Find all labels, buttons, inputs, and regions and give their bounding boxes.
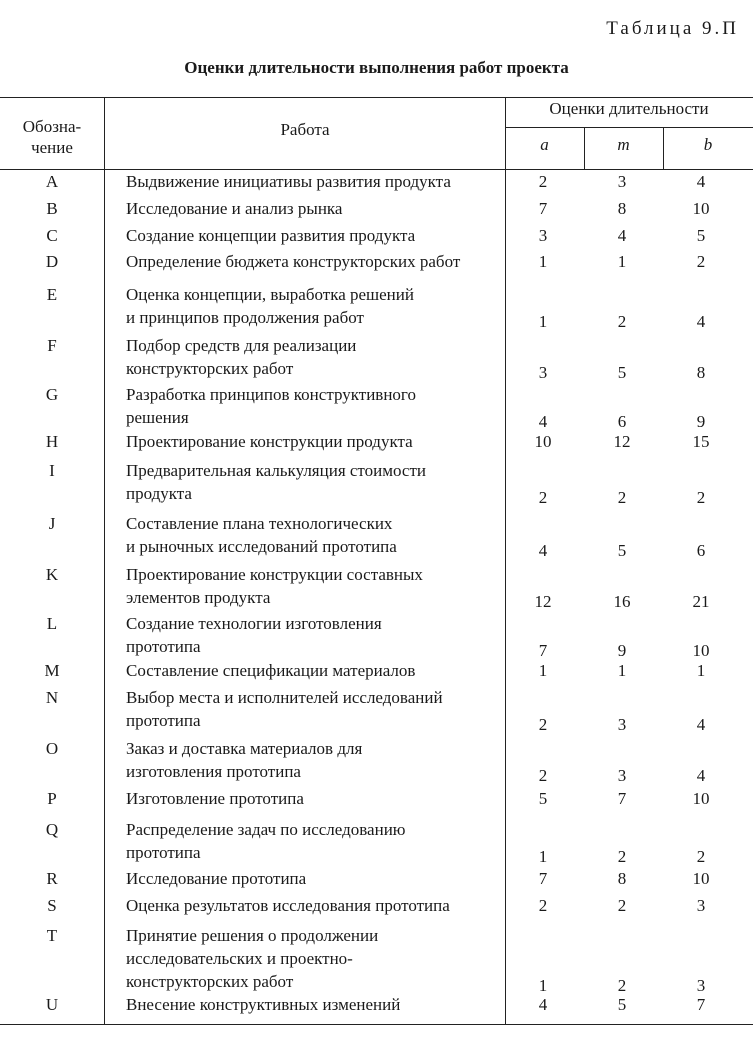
- row-value-b: 4: [696, 766, 706, 785]
- row-work-line: Исследование и анализ рынка: [126, 199, 343, 218]
- row-code: L: [46, 614, 58, 633]
- row-value-a: 3: [538, 226, 548, 245]
- row-work-line: изготовления прототипа: [126, 762, 301, 781]
- row-value-a: 7: [538, 199, 548, 218]
- row-work: [126, 867, 506, 890]
- row-value-b: 7: [696, 995, 706, 1014]
- row-code: C: [46, 226, 58, 245]
- row-work-line: Предварительная калькуляция стоимости: [126, 461, 426, 480]
- header-code-line1: Обозна-: [22, 117, 82, 136]
- row-value-m: 3: [617, 715, 627, 734]
- row-work-line: прототипа: [126, 843, 201, 862]
- row-value-m: 2: [617, 976, 627, 995]
- row-value-a: 1: [538, 976, 548, 995]
- row-code: A: [45, 172, 59, 191]
- row-value-m: 9: [617, 641, 627, 660]
- row-code: U: [45, 995, 59, 1014]
- row-value-a: 4: [538, 995, 548, 1014]
- row-work-line: Принятие решения о продолжении: [126, 926, 379, 945]
- row-work: [126, 787, 506, 810]
- row-value-b: 21: [692, 592, 710, 611]
- row-work-line: конструкторских работ: [126, 359, 294, 378]
- row-value-m: 2: [617, 896, 627, 915]
- column-rule-code: [104, 97, 105, 1024]
- header-m: m: [617, 135, 630, 154]
- row-work: [126, 894, 506, 917]
- row-value-a: 5: [538, 789, 548, 808]
- row-work: [126, 612, 506, 658]
- row-value-a: 2: [538, 488, 548, 507]
- row-code: F: [47, 336, 57, 355]
- row-code: R: [46, 869, 58, 888]
- row-work: [126, 818, 506, 864]
- row-value-m: 5: [617, 541, 627, 560]
- row-value-b: 2: [696, 847, 706, 866]
- row-code: Q: [45, 820, 59, 839]
- row-work-line: Проектирование конструкции составных: [126, 565, 423, 584]
- row-work: [126, 686, 506, 732]
- row-value-b: 10: [692, 789, 710, 808]
- header-a: a: [540, 135, 549, 154]
- row-code: B: [46, 199, 58, 218]
- row-work-line: Составление спецификации материалов: [126, 661, 416, 680]
- row-value-m: 16: [613, 592, 631, 611]
- row-value-a: 2: [538, 715, 548, 734]
- row-work: [126, 512, 506, 558]
- table-bottom-rule: [0, 1024, 753, 1025]
- row-value-a: 3: [538, 363, 548, 382]
- row-value-b: 10: [692, 199, 710, 218]
- header-estimates: Оценки длительности: [549, 99, 709, 118]
- row-value-a: 1: [538, 312, 548, 331]
- row-work: [126, 924, 506, 993]
- row-code: O: [45, 739, 59, 758]
- row-work: [126, 170, 506, 193]
- row-work: [126, 659, 506, 682]
- row-value-b: 15: [692, 432, 710, 451]
- table-number: Таблица 9.П: [606, 18, 739, 39]
- row-value-b: 4: [696, 172, 706, 191]
- row-work-line: и рыночных исследований прототипа: [126, 537, 397, 556]
- row-value-a: 7: [538, 641, 548, 660]
- row-work-line: прототипа: [126, 637, 201, 656]
- header-work: Работа: [280, 120, 330, 139]
- row-work-line: Оценка концепции, выработка решений: [126, 285, 414, 304]
- row-value-m: 3: [617, 172, 627, 191]
- row-code: T: [46, 926, 58, 945]
- row-work-line: Выбор места и исполнителей исследований: [126, 688, 443, 707]
- row-work-line: прототипа: [126, 711, 201, 730]
- row-work-line: Распределение задач по исследованию: [126, 820, 406, 839]
- row-code: K: [45, 565, 59, 584]
- row-value-m: 5: [617, 995, 627, 1014]
- row-work-line: Изготовление прототипа: [126, 789, 304, 808]
- row-work-line: Исследование прототипа: [126, 869, 307, 888]
- row-value-a: 2: [538, 896, 548, 915]
- row-work: [126, 283, 506, 329]
- row-value-m: 1: [617, 252, 627, 271]
- row-value-b: 10: [692, 869, 710, 888]
- row-work-line: Определение бюджета конструкторских работ: [126, 252, 461, 271]
- row-work-line: Создание концепции развития продукта: [126, 226, 416, 245]
- row-work: [126, 993, 506, 1016]
- row-work-line: Оценка результатов исследования прототипа: [126, 896, 450, 915]
- row-work: [126, 430, 506, 453]
- row-work-line: элементов продукта: [126, 588, 271, 607]
- row-work-line: и принципов продолжения работ: [126, 308, 364, 327]
- row-value-b: 6: [696, 541, 706, 560]
- row-work-line: Подбор средств для реализации: [126, 336, 357, 355]
- row-value-m: 6: [617, 412, 627, 431]
- row-value-m: 3: [617, 766, 627, 785]
- table-caption: Оценки длительности выполнения работ проекта: [184, 58, 569, 77]
- row-work-line: Разработка принципов конструктивного: [126, 385, 416, 404]
- row-value-m: 8: [617, 869, 627, 888]
- row-work: [126, 459, 506, 505]
- row-code: H: [45, 432, 59, 451]
- row-work-line: Выдвижение инициативы развития продукта: [126, 172, 451, 191]
- row-value-b: 10: [692, 641, 710, 660]
- row-work-line: конструкторских работ: [126, 972, 294, 991]
- row-work: [126, 197, 506, 220]
- row-value-b: 4: [696, 312, 706, 331]
- row-work-line: исследовательских и проектно-: [126, 949, 353, 968]
- row-value-a: 10: [534, 432, 552, 451]
- row-value-a: 7: [538, 869, 548, 888]
- row-work: [126, 563, 506, 609]
- row-value-m: 2: [617, 488, 627, 507]
- row-value-a: 4: [538, 412, 548, 431]
- row-code: E: [46, 285, 58, 304]
- row-work: [126, 224, 506, 247]
- row-work-line: решения: [126, 408, 189, 427]
- header-code-line2: чение: [31, 138, 73, 157]
- row-code: P: [47, 789, 57, 808]
- row-work-line: Создание технологии изготовления: [126, 614, 382, 633]
- row-code: J: [48, 514, 56, 533]
- row-work-line: продукта: [126, 484, 192, 503]
- row-value-b: 2: [696, 252, 706, 271]
- subheader-rule: [505, 127, 753, 128]
- row-work-line: Заказ и доставка материалов для: [126, 739, 363, 758]
- row-code: I: [49, 461, 55, 480]
- row-value-b: 2: [696, 488, 706, 507]
- row-work: [126, 334, 506, 380]
- row-value-m: 2: [617, 312, 627, 331]
- row-work: [126, 250, 506, 273]
- row-value-b: 4: [696, 715, 706, 734]
- row-value-a: 2: [538, 172, 548, 191]
- row-value-a: 4: [538, 541, 548, 560]
- row-work: [126, 383, 506, 429]
- row-value-b: 5: [696, 226, 706, 245]
- row-work: [126, 737, 506, 783]
- row-value-m: 12: [613, 432, 631, 451]
- row-value-a: 1: [538, 847, 548, 866]
- row-value-m: 2: [617, 847, 627, 866]
- row-value-b: 1: [696, 661, 706, 680]
- row-value-m: 5: [617, 363, 627, 382]
- row-value-a: 1: [538, 661, 548, 680]
- row-work-line: Составление плана технологических: [126, 514, 393, 533]
- row-value-b: 3: [696, 976, 706, 995]
- row-value-b: 8: [696, 363, 706, 382]
- row-value-m: 4: [617, 226, 627, 245]
- row-work-line: Проектирование конструкции продукта: [126, 432, 413, 451]
- header-b: b: [703, 135, 713, 154]
- row-code: M: [44, 661, 60, 680]
- row-value-a: 12: [534, 592, 552, 611]
- row-code: G: [45, 385, 59, 404]
- row-value-a: 1: [538, 252, 548, 271]
- row-code: D: [45, 252, 59, 271]
- row-work-line: Внесение конструктивных изменений: [126, 995, 401, 1014]
- row-value-m: 8: [617, 199, 627, 218]
- row-code: S: [47, 896, 57, 915]
- row-value-b: 9: [696, 412, 706, 431]
- row-code: N: [45, 688, 59, 707]
- table-top-rule: [0, 97, 753, 98]
- row-value-m: 1: [617, 661, 627, 680]
- row-value-a: 2: [538, 766, 548, 785]
- row-value-b: 3: [696, 896, 706, 915]
- row-value-m: 7: [617, 789, 627, 808]
